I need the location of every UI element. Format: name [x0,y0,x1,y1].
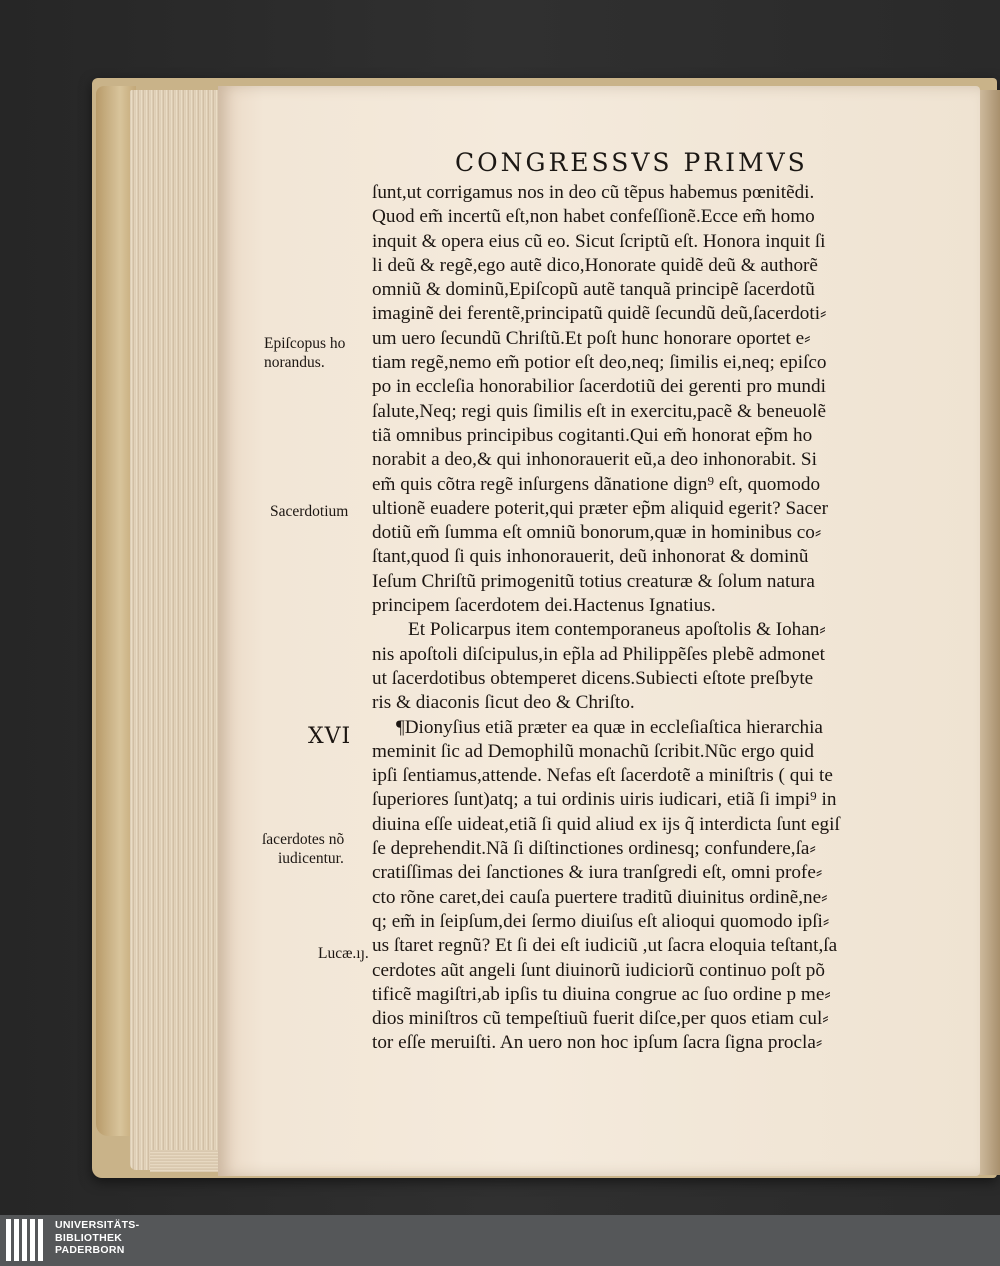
text-line: li deũ & regẽ,ego autẽ dico,Honorate quidẽ deũ & authorẽ [372,254,818,276]
running-head: CONGRESSVS PRIMVS [455,148,808,177]
text-line: Et Policarpus item contemporaneus apoſtolis & Iohan⸗ [408,619,826,641]
footer-bar [0,1215,1000,1266]
text-line: diuina eſſe uideat,etiã ſi quid aliud ex ĳs q̃ interdicta ſunt egiſ [372,813,840,835]
text-line: em̃ quis cõtra regẽ inſurgens dãnatione dign⁹ eſt, quomodo [372,473,821,495]
margin-note-line: ſacerdotes nõ [262,831,345,848]
margin-note-line: iudicentur. [278,850,344,867]
text-line: tificẽ magiſtri,ab ipſis tu diuina congrue ac ſuo ordine p me⸗ [372,983,831,1005]
text-line: ſunt,ut corrigamus nos in deo cũ tẽpus habemus pœnitẽdi. [372,182,815,203]
text-line: meminit ſic ad Demophilũ monachũ ſcribit.Nũc ergo quid [372,740,814,762]
text-line: ſalute,Neq; regi quis ſimilis eſt in exercitu,pacẽ & beneuolẽ [372,400,826,422]
body-text [372,181,928,1056]
text-line: ultionẽ euadere poterit,qui præter ep̃m aliquid egerit? Sacer [372,497,829,519]
margin-note-episcopus [264,334,345,372]
text-line: tor eſſe meruiſti. An uero non hoc ipſum ſacra ſigna procla⸗ [372,1032,823,1054]
text-line: ¶Dionyſius etiã præter ea quæ in eccleſiaſtica hierarchia [396,716,823,738]
text-line: um uero ſecundũ Chriſtũ.Et poſt hunc honorare oportet e⸗ [372,327,811,349]
library-name [55,1219,139,1257]
text-line: cratiſſimas dei ſanctiones & iura tranſgredi eſt, omni profe⸗ [372,862,823,884]
text-line: ut ſacerdotibus obtemperet dicens.Subiecti eſtote preſbyte [372,667,814,689]
text-line: ipſi ſentiamus,attende. Nefas eſt ſacerdotẽ a miniſtris ( qui te [372,765,833,787]
text-line: cerdotes aũt angeli ſunt diuinorũ iudiciorũ continuo poſt põ [372,959,825,981]
text-line: us ſtaret regnũ? Et ſi dei eſt iudiciũ ,ut ſacra eloquia teſtant,ſa [372,935,838,957]
text-line: tiã omnibus principibus cogitanti.Qui em̃ honorat ep̃m ho [372,424,813,446]
text-line: ſtant,quod ſi quis inhonorauerit, deũ inhonorat & dominũ [372,546,809,568]
text-line: inquit & opera eius cũ eo. Sicut ſcriptũ eſt. Honora inquit ſi [372,230,826,252]
section-number: XVI [308,724,352,749]
library-name-line: PADERBORN [55,1244,125,1256]
text-line: ſe deprehendit.Nã ſi diſtinctiones ordinesq; confundere,ſa⸗ [372,838,816,860]
margin-note-sacerdotes [262,830,344,868]
text-line: dios miniſtros cũ tempeſtiuũ fuerit diſce,per quos etiam cul⸗ [372,1008,829,1030]
margin-note-lucae: Lucæ.ıȷ. [318,945,369,962]
text-line: ris & diaconis ſicut deo & Chriſto. [372,692,635,714]
library-name-line: BIBLIOTHEK [55,1231,123,1244]
text-line: po in eccleſia honorabilior ſacerdotiũ dei gerenti pro mundi [372,376,826,398]
text-line: omniũ & dominũ,Epiſcopũ autẽ tanquã principẽ ſacerdotũ [372,279,815,301]
text-line: dotiũ em̃ ſumma eſt omniũ bonorum,quæ in hominibus co⸗ [372,522,822,544]
text-line: q; em̃ in ſeipſum,dei ſermo diuiſus eſt alioqui quomodo ipſi⸗ [372,910,830,932]
text-line: tiam regẽ,nemo em̃ potior eſt deo,neq; ſimilis ei,neq; epiſco [372,352,827,374]
margin-note-line: norandus. [264,354,325,371]
text-line: cto rõne caret,dei cauſa puertere traditũ diuinitus ordinẽ,ne⸗ [372,886,828,908]
text-line: Quod em̃ incertũ eſt,non habet confeſſionẽ.Ecce em̃ homo [372,206,815,228]
library-logo-icon [6,1219,50,1261]
library-name-line: UNIVERSITÄTS- [55,1219,140,1231]
text-line: nis apoſtoli diſcipulus,in ep̃la ad Philippẽſes plebẽ admonet [372,643,825,665]
margin-note-line: Epiſcopus ho [264,335,346,352]
text-line: ſuperiores ſunt)atq; a tui ordinis uiris iudicari, etiã ſi impi⁹ in [372,789,837,811]
text-line: principem ſacerdotem dei.Hactenus Ignatius. [372,595,716,617]
margin-note-sacerdotium: Sacerdotium [270,503,349,520]
text-line: Ieſum Chriſtũ primogenitũ totius creaturæ & ſolum natura [372,570,815,592]
text-line: norabit a deo,& qui inhonorauerit eũ,a deo inhonorabit. Si [372,449,817,471]
text-line: imaginẽ dei ferentẽ,principatũ quidẽ ſecundũ deũ,ſacerdoti⸗ [372,303,827,325]
page-stack-edge [130,90,230,1170]
